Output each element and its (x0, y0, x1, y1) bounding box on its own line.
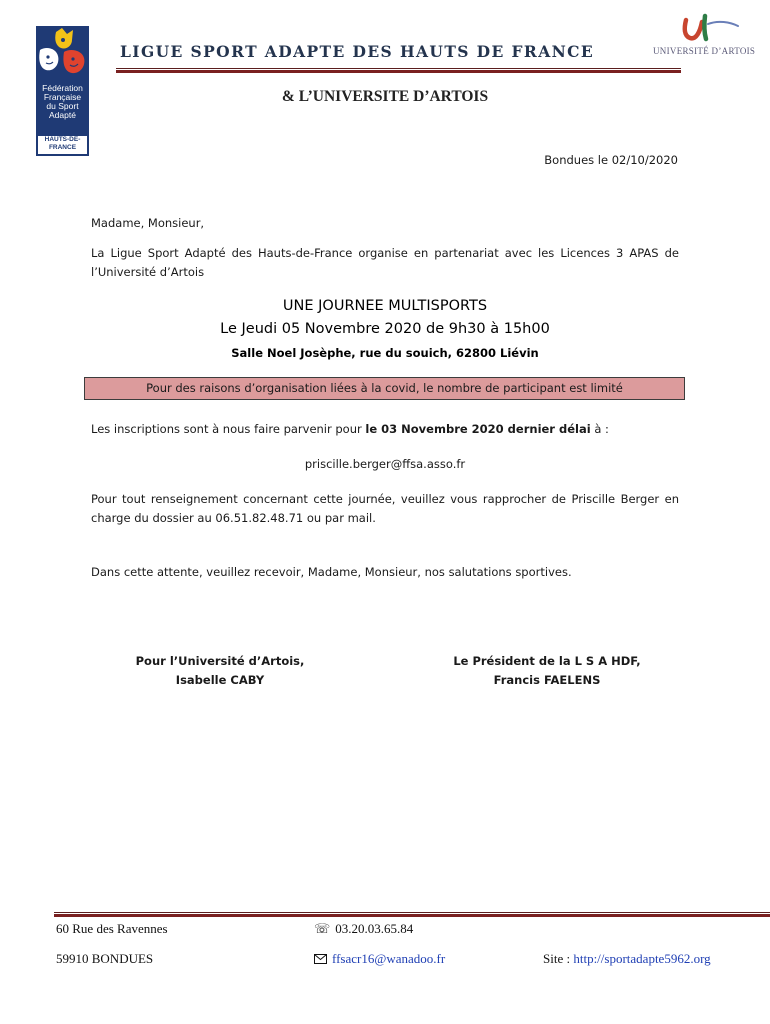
footer-site-link[interactable]: http://sportadapte5962.org (573, 951, 711, 966)
intro-paragraph: La Ligue Sport Adapté des Hauts-de-France organise en partenariat avec les Licences 3 APAS de l’Université d’Artois (91, 246, 679, 279)
university-logo (650, 8, 770, 60)
header-divider (116, 68, 681, 69)
university-logo-mark-icon (650, 8, 760, 48)
footer-email-link[interactable]: ffsacr16@wanadoo.fr (332, 951, 446, 966)
info-paragraph: Pour tout renseignement concernant cette journée, veuillez vous rapprocher de Priscille Berger en charge du dossier au 06.51.82.48.71 ou par mail. (91, 492, 679, 525)
contact-email-text: priscille.berger@ffsa.asso.fr (304, 457, 466, 471)
page-subtitle-text: & L’UNIVERSITE D’ARTOIS (281, 88, 489, 105)
signature-left-name: Isabelle CABY (175, 673, 265, 687)
footer-divider-thick (54, 914, 770, 917)
footer-address-line2: 59910 BONDUES (56, 951, 154, 966)
signature-left (100, 652, 340, 690)
footer-site (543, 951, 711, 967)
salutation: Madame, Monsieur, (91, 216, 205, 230)
registration-prefix: Les inscriptions sont à nous faire parvenir pour (91, 422, 366, 436)
event-date: Le Jeudi 05 Novembre 2020 de 9h30 à 15h00 (220, 321, 550, 337)
footer-phone (314, 921, 413, 937)
covid-notice: Pour des raisons d’organisation liées à la covid, le nombre de participant est limité (84, 377, 685, 400)
closing-line: Dans cette attente, veuillez recevoir, Madame, Monsieur, nos salutations sportives. (91, 565, 572, 579)
event-title: UNE JOURNEE MULTISPORTS (282, 298, 488, 314)
footer-address-line1: 60 Rue des Ravennes (56, 921, 168, 936)
footer-email (314, 951, 445, 967)
registration-suffix: à : (590, 422, 609, 436)
signature-left-title: Pour l’Université d’Artois, (135, 654, 305, 668)
signature-right-name: Francis FAELENS (493, 673, 601, 687)
registration-deadline: le 03 Novembre 2020 dernier délai (365, 422, 591, 436)
signature-right-title: Le Président de la L S A HDF, (453, 654, 641, 668)
university-name: UNIVERSITÉ D’ARTOIS (653, 46, 756, 56)
header-divider-thick (116, 70, 681, 73)
signature-right (427, 652, 667, 690)
footer-site-label: Site : (543, 951, 574, 966)
page-title: LIGUE SPORT ADAPTE DES HAUTS DE FRANCE (120, 42, 595, 61)
contact-email (0, 455, 770, 474)
ffsa-region-label: HAUTS-DE- FRANCE (38, 136, 87, 154)
footer-phone-number: 03.20.03.65.84 (335, 921, 414, 936)
ffsa-logo-text: Fédération Française du Sport Adapté (42, 83, 83, 120)
letter-date: Bondues le 02/10/2020 (544, 153, 678, 167)
event-place: Salle Noel Josèphe, rue du souich, 62800 Liévin (231, 346, 539, 360)
registration-line (91, 420, 609, 439)
envelope-icon (314, 954, 327, 964)
phone-icon: ☏ (314, 921, 331, 936)
footer-divider (54, 912, 770, 913)
page-subtitle (0, 88, 770, 106)
ffsa-emblem-icon (36, 26, 89, 82)
